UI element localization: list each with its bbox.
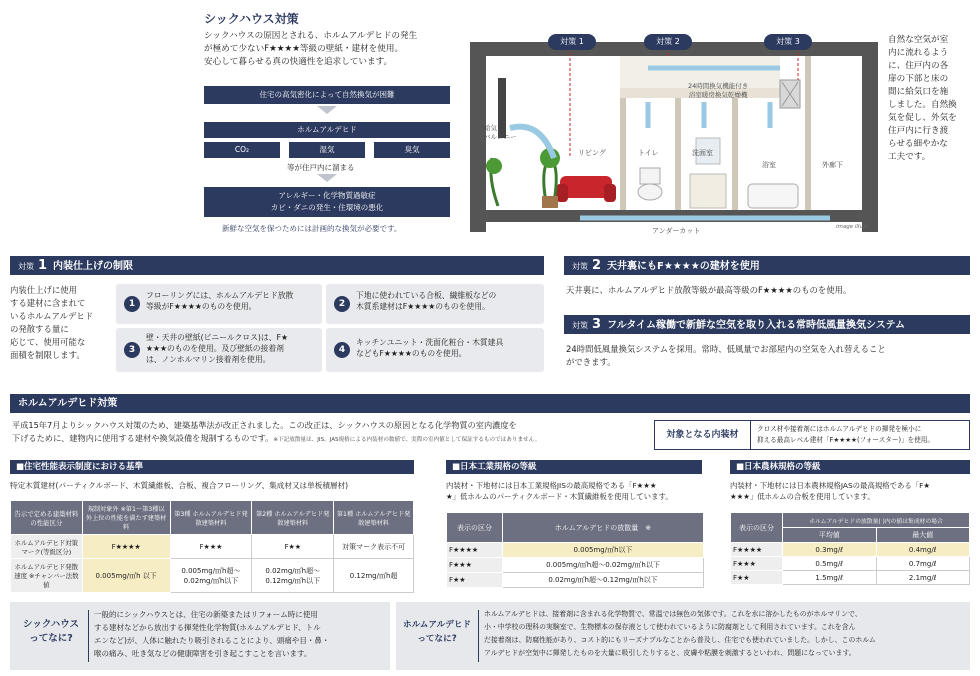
room-corridor: 外廊下 [822, 161, 843, 169]
table-cell: 0.005mg/㎡h超〜0.02mg/㎡h以下 [503, 558, 704, 573]
inlet-label [484, 124, 517, 142]
perf-table-heading: ■住宅性能表示制度における基準 [10, 460, 414, 474]
item-number: 1 [124, 296, 140, 312]
table-cell: 0.3mg/ℓ [783, 543, 877, 557]
desc-line: 面積を制限します。 [10, 350, 85, 360]
flow-bar-airtight: 住宅の高気密化によって自然換気が困難 [204, 86, 450, 104]
measure-label: 対策 [572, 321, 588, 330]
table-header: 規制対象外 ※第1〜第3種以外上位の性能を満たす建築材料 [82, 501, 170, 535]
side-note [888, 34, 976, 164]
table-cell: F★★★ [731, 557, 783, 571]
text-line [12, 432, 652, 447]
vent-label-line: 24時間換気機能付き [688, 82, 749, 90]
jis-table [446, 512, 704, 588]
target-desc-line: クロス材や接着剤にはホルムアルデヒドの揮発を極小に [757, 425, 922, 433]
measure-number: 3 [592, 317, 602, 332]
formaldehyde-header: ホルムアルデヒド対策 [10, 394, 970, 413]
table-header: 表示の区分 [731, 513, 783, 543]
side-note-line: 内に流れるよう [888, 48, 949, 58]
question-line: ホルムアルデヒド [402, 620, 472, 630]
table-cell: 0.005mg/㎡h以下 [503, 543, 704, 558]
side-note-line: らせる細やかな [888, 139, 948, 149]
table-header: 告示で定める建築材料の性能区分 [11, 501, 83, 535]
jas-desc [730, 480, 974, 502]
faq-answer [94, 608, 386, 660]
inlet-label-line: 給気口 [484, 124, 504, 132]
item-number: 3 [124, 342, 140, 358]
item-number: 2 [334, 296, 350, 312]
measure-title: 天井裏にもF★★★★の建材を使用 [607, 261, 760, 272]
measure1-item-4 [326, 328, 544, 372]
room-bath: 浴室 [762, 161, 776, 169]
table-header: 第2種 ホルムアルデヒド発散建築材料 [252, 501, 334, 535]
table-cell: 0.02mg/㎡h超〜0.12mg/㎡h以下 [252, 559, 334, 593]
formaldehyde-text [12, 419, 652, 447]
table-cell: 0.005mg/㎡h 以下 [82, 559, 170, 593]
answer-line: する建材などから放出する揮発性化学物質(ホルムアルデヒド、トル [94, 623, 321, 632]
item-line: は、ノンホルマリン接着剤を使用。 [146, 355, 271, 364]
measure1-header [10, 256, 544, 275]
table-row [447, 558, 704, 573]
answer-line: 一般的にシックハウスとは、住宅の新築またはリフォーム時に使用 [94, 610, 318, 619]
side-note-line: に、住戸内の各 [888, 61, 949, 71]
table-header: 第1種 ホルムアルデヒド発散建築材料 [334, 501, 414, 535]
measure-title: 内装仕上げの制限 [53, 261, 134, 272]
side-note-line: 工夫です。 [888, 152, 931, 162]
flow-box-humidity: 湿気 [289, 142, 365, 158]
health-line: カビ・ダニの発生・住環境の悪化 [270, 203, 384, 212]
table-row [11, 559, 414, 593]
room-washroom: 洗面室 [692, 149, 713, 157]
health-line: アレルギー・化学物質過敏症 [278, 191, 376, 200]
side-note-line: 気を促し、外気を [888, 113, 957, 123]
question-line: ってなに? [417, 634, 457, 644]
faq-formaldehyde-panel [396, 602, 970, 670]
intro-line: シックハウスの原因とされる、ホルムアルデヒドの発生 [204, 31, 418, 41]
item-number: 4 [334, 342, 350, 358]
table-header: 最大値 [876, 528, 970, 543]
desc-line: する建材に含まれて [10, 298, 86, 308]
measure-title: フルタイム稼働で新鮮な空気を取り入れる常時低風量換気システム [607, 320, 906, 331]
house-diagram [470, 8, 878, 240]
text-line: 平成15年7月よりシックハウス対策のため、建築基準法が改正されました。この改正は、シックハウスの原因となる化学物質の室内濃度を [12, 420, 517, 430]
image-note: image illust [836, 224, 868, 230]
item-line: フローリングには、ホルムアルデヒド放散 [146, 291, 294, 300]
callout-measure1: 対策 1 [548, 34, 596, 50]
jis-desc-line: ★」低ホルムのパーティクルボード・木質繊維板を使用しています。 [446, 492, 673, 501]
measure-label: 対策 [572, 262, 588, 271]
target-desc-line: 抑える最高レベル建材「F★★★★(フォースター)」を使用。 [757, 436, 934, 444]
undercut-label: アンダーカット [652, 227, 701, 235]
side-note-line: 間に給気口を施 [888, 87, 949, 97]
measure-number: 1 [38, 258, 48, 273]
table-cell: F★★★★ [731, 543, 783, 557]
page-title: シックハウス対策 [204, 12, 299, 26]
item-line: などもF★★★★のものを使用。 [356, 349, 467, 358]
target-desc [757, 424, 934, 446]
side-note-line: 扉の下部と床の [888, 74, 949, 84]
callout-measure3: 対策 3 [764, 34, 812, 50]
flow-box-co2: CO₂ [204, 142, 280, 158]
table-row [731, 543, 970, 557]
measure2-desc: 天井裏に、ホルムアルデヒド放散等級が最高等級のF★★★★のものを使用。 [566, 285, 852, 295]
measure1-item-1 [116, 284, 322, 324]
table-header: 平均値 [783, 528, 877, 543]
answer-line: アルデヒドが空気中に揮発したものを大量に吸引したりすると、皮膚や粘膜を刺激するといわれ、問題になっています。 [484, 649, 856, 657]
arrow-down-icon [317, 174, 337, 182]
room-living: リビング [578, 149, 606, 157]
vent-label-line: 浴室暖房換気乾燥機 [688, 91, 748, 99]
table-cell: 対策マーク表示不可 [334, 535, 414, 559]
table-cell: F★★★★ [447, 543, 503, 558]
answer-line: 喉の痛み、吐き気などの健康障害を引き起こすことを言います。 [94, 649, 312, 658]
table-row [11, 501, 414, 535]
side-note-line: しました。自然換 [888, 100, 957, 110]
item-line: キッチンユニット・洗面化粧台・木質建具 [356, 338, 504, 347]
room-toilet: トイレ [638, 149, 659, 157]
measure-number: 2 [592, 258, 602, 273]
table-row [731, 557, 970, 571]
table-row [11, 535, 414, 559]
jas-desc-line: 内装材・下地材には日本農林規格JASの最高規格である「F★ [730, 481, 931, 490]
faq-answer [484, 608, 968, 660]
measure-label: 対策 [18, 262, 34, 271]
table-header: 表示の区分 [447, 513, 503, 543]
table-cell: ホルムアルデヒド発散速度 ※チャンバー法数値 [11, 559, 83, 593]
answer-line: だ接着剤は、防腐性能があり、コスト的にもリーズナブルなことから普及し、住宅でも使われていました。しかし、このホルム [484, 636, 876, 644]
flow-bar-formaldehyde: ホルムアルデヒド [204, 122, 450, 138]
measure1-item-2 [326, 284, 544, 324]
desc-line: 内装仕上げに使用 [10, 285, 77, 295]
footnote: ※下記放散量は、JIS、JAS規格による内装材の数値で、実際の室内値として保証するものではありません。 [273, 437, 541, 443]
jis-desc-line: 内装材・下地材には日本工業規格JISの最高規格である「F★★★ [446, 481, 657, 490]
table-row [731, 571, 970, 585]
desc-line: いるホルムアルデヒド [10, 311, 94, 321]
item-line: ★★★のものを使用。及び壁紙の接着剤 [146, 344, 284, 353]
target-label: 対象となる内装材 [655, 421, 751, 449]
measure3-desc [566, 343, 970, 369]
table-header: 第3種 ホルムアルデヒド発散建築材料 [170, 501, 252, 535]
table-row [447, 543, 704, 558]
text-line-part: 下げるために、建物内に使用する建材や換気設備を規制するものです。 [12, 433, 274, 443]
table-cell: 0.12mg/㎡h超 [334, 559, 414, 593]
table-cell: F★★★ [447, 558, 503, 573]
desc-line: 応じて、使用可能な [10, 337, 86, 347]
table-cell: 0.02mg/㎡h超〜0.12mg/㎡h以下 [503, 573, 704, 588]
table-header: ホルムアルデヒドの放散量 ※ [503, 513, 704, 543]
faq-question [20, 618, 82, 646]
table-row [731, 513, 970, 528]
table-cell: 2.1mg/ℓ [876, 571, 970, 585]
table-row [447, 573, 704, 588]
arrow-down-icon [317, 106, 337, 114]
table-cell: F★★ [731, 571, 783, 585]
table-cell: F★★ [252, 535, 334, 559]
question-line: ってなに? [29, 633, 73, 644]
jis-table-heading: ■日本工業規格の等級 [446, 460, 702, 474]
target-material-box [654, 420, 970, 450]
answer-line: 小・中学校の理科の実験室で、生物標本の保存液として使われているように防腐剤として利用されています。これを含ん [484, 623, 856, 631]
flow-note: 等が住戸内に溜まる [287, 163, 355, 172]
item-line: 木質系建材はF★★★★のものを使用。 [356, 302, 490, 311]
desc-line: 24時間低風量換気システムを採用。常時、低風量でお部屋内の空気を入れ替えること [566, 344, 886, 354]
table-cell: 0.005mg/㎡h超〜0.02mg/㎡h以下 [170, 559, 252, 593]
item-line: 下地に使われている合板、繊維板などの [356, 291, 497, 300]
table-cell: 1.5mg/ℓ [783, 571, 877, 585]
table-cell: 0.7mg/ℓ [876, 557, 970, 571]
jas-table [730, 512, 970, 585]
table-cell: F★★ [447, 573, 503, 588]
measure2-header [564, 256, 970, 275]
measure1-desc [10, 284, 114, 362]
item-line: 等級がF★★★★のものを使用。 [146, 302, 257, 311]
jis-desc [446, 480, 706, 502]
faq-sickhouse-panel [10, 602, 390, 670]
measure1-item-3 [116, 328, 322, 372]
flow-conclusion: 新鮮な空気を保つためには計画的な換気が必要です。 [222, 224, 402, 233]
side-note-line: 住戸内に行き渡 [888, 126, 949, 136]
flow-bar-health [204, 187, 450, 217]
table-cell: 0.4mg/ℓ [876, 543, 970, 557]
jas-desc-line: ★★★」低ホルムの合板を使用しています。 [730, 492, 875, 501]
measure3-header [564, 315, 970, 334]
intro-text [204, 30, 417, 69]
desc-line: ができます。 [566, 357, 616, 367]
table-cell: F★★★ [170, 535, 252, 559]
perf-table-subtitle: 特定木質建材(パーティクルボード、木質繊維板、合板、複合フローリング、集成材又は単板積層材) [10, 481, 349, 490]
table-row [447, 513, 704, 543]
table-cell: F★★★★ [82, 535, 170, 559]
flow-box-odor: 臭気 [374, 142, 450, 158]
perf-table [10, 500, 414, 593]
inlet-label-line: バルコニー [484, 133, 517, 141]
intro-line: 安心して暮らせる真の快適性を追求しています。 [204, 57, 393, 67]
answer-line: ホルムアルデヒドは、接着剤に含まれる化学物質で、常温では無色の気体です。これを水に溶かしたものがホルマリンで、 [484, 610, 862, 618]
table-header: ホルムアルデヒドの放散量( )内の値は集成材の場合 [783, 513, 970, 528]
table-cell: ホルムアルデヒド対策マーク(等級区分) [11, 535, 83, 559]
faq-question [398, 618, 476, 646]
faq-divider [478, 610, 479, 662]
answer-line: エンなど)が、人体に触れたり吸引されることにより、頭痛や目・鼻・ [94, 636, 330, 645]
table-cell: 0.5mg/ℓ [783, 557, 877, 571]
callout-measure2: 対策 2 [644, 34, 692, 50]
side-note-line: 自然な空気が室 [888, 35, 949, 45]
jas-table-heading: ■日本農林規格の等級 [730, 460, 970, 474]
question-line: シックハウス [23, 619, 79, 630]
item-line: 壁・天井の壁紙(ビニールクロス)は、F★ [146, 333, 288, 342]
vent-label [688, 82, 748, 100]
faq-divider [88, 610, 89, 662]
intro-line: が極めて少ないF★★★★等級の壁紙・建材を使用。 [204, 44, 404, 54]
desc-line: の発散する量に [10, 324, 69, 334]
